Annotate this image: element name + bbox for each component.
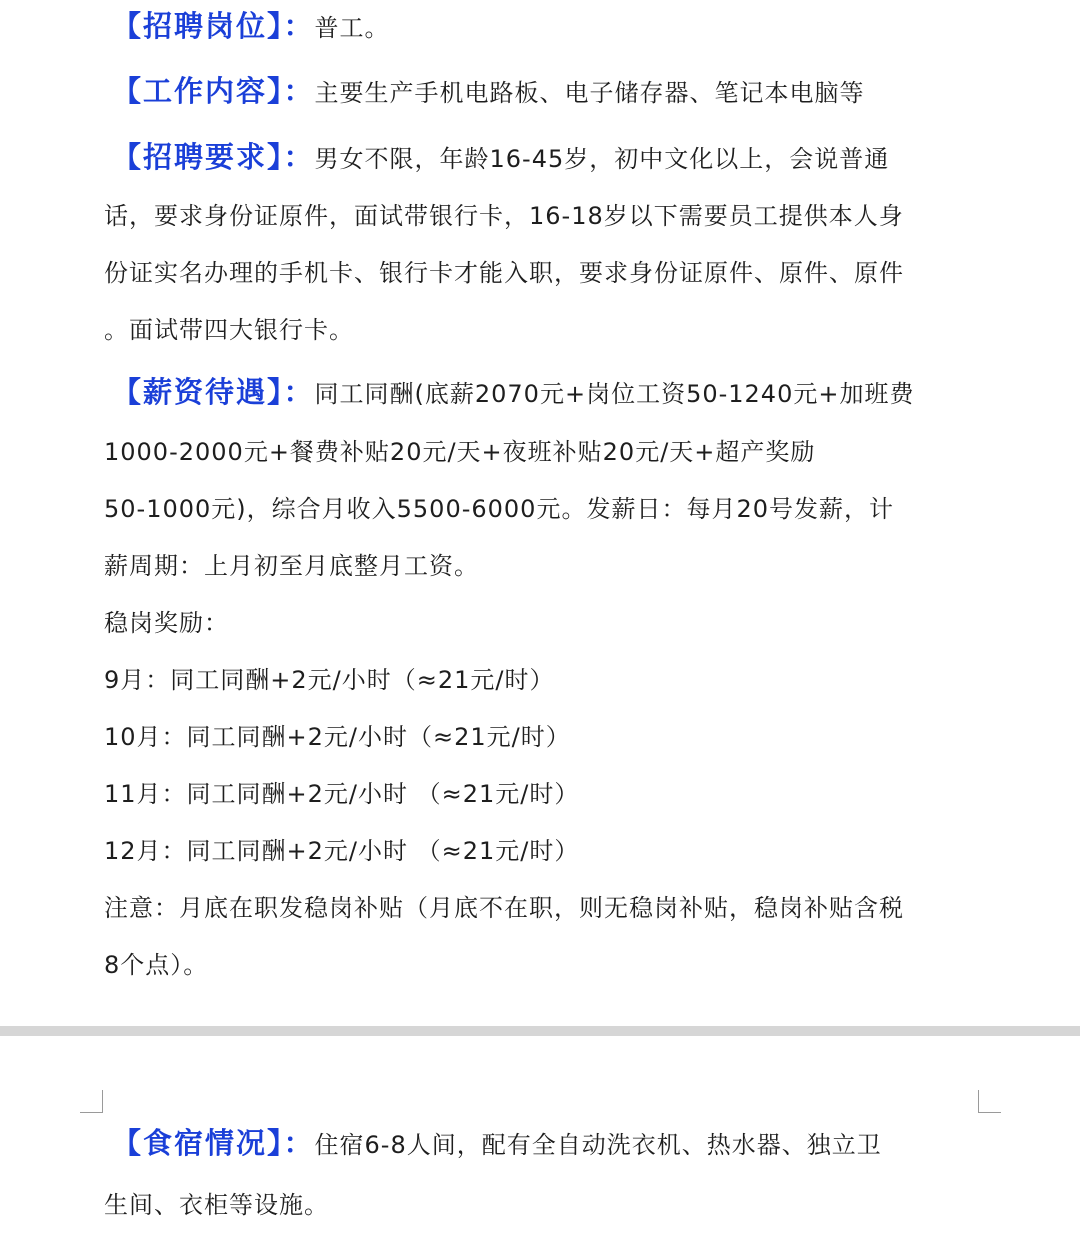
accommodation-text: 住宿6-8人间，配有全自动洗衣机、热水器、独立卫 <box>314 1131 882 1159</box>
page-corner-mark-right <box>978 1090 1001 1113</box>
requirements-line-1 <box>112 142 889 174</box>
requirements-line-3: 份证实名办理的手机卡、银行卡才能入职，要求身份证原件、原件、原件 <box>104 259 904 287</box>
stability-bonus-october: 10月：同工同酬+2元/小时（≈21元/时） <box>104 723 571 751</box>
accommodation-line-2: 生间、衣柜等设施。 <box>104 1191 329 1219</box>
work-content-heading: 【工作内容】： <box>112 74 315 108</box>
salary-line-2: 1000-2000元+餐费补贴20元/天+夜班补贴20元/天+超产奖励 <box>104 438 816 466</box>
salary-line-1 <box>112 377 914 409</box>
requirements-text: 男女不限，年龄16-45岁，初中文化以上，会说普通 <box>314 145 890 173</box>
accommodation-heading: 【食宿情况】： <box>112 1126 315 1160</box>
requirements-heading: 【招聘要求】： <box>112 140 315 174</box>
stability-note-line-2: 8个点）。 <box>104 951 209 979</box>
position-text: 普工。 <box>314 14 390 42</box>
salary-text: 同工同酬(底薪2070元+岗位工资50-1240元+加班费 <box>314 380 915 408</box>
salary-line-3: 50-1000元)，综合月收入5500-6000元。发薪日：每月20号发薪，计 <box>104 495 894 523</box>
requirements-line-2: 话，要求身份证原件，面试带银行卡，16-18岁以下需要员工提供本人身 <box>104 202 904 230</box>
salary-line-4: 薪周期：上月初至月底整月工资。 <box>104 552 479 580</box>
work-content-text: 主要生产手机电路板、电子储存器、笔记本电脑等 <box>314 79 865 107</box>
position-paragraph <box>112 11 390 43</box>
stability-note-line-1: 注意：月底在职发稳岗补贴（月底不在职，则无稳岗补贴，稳岗补贴含税 <box>104 894 904 922</box>
stability-bonus-september: 9月：同工同酬+2元/小时（≈21元/时） <box>104 666 555 694</box>
stability-bonus-december: 12月：同工同酬+2元/小时 （≈21元/时） <box>104 837 580 865</box>
stability-bonus-title: 稳岗奖励： <box>104 609 229 637</box>
position-heading: 【招聘岗位】： <box>112 9 315 43</box>
page-corner-mark-left <box>80 1090 103 1113</box>
work-content-paragraph <box>112 76 865 108</box>
salary-heading: 【薪资待遇】： <box>112 375 315 409</box>
requirements-line-4: 。面试带四大银行卡。 <box>104 316 354 344</box>
stability-bonus-november: 11月：同工同酬+2元/小时 （≈21元/时） <box>104 780 580 808</box>
page-separator <box>0 1026 1080 1036</box>
accommodation-line-1 <box>112 1128 882 1160</box>
